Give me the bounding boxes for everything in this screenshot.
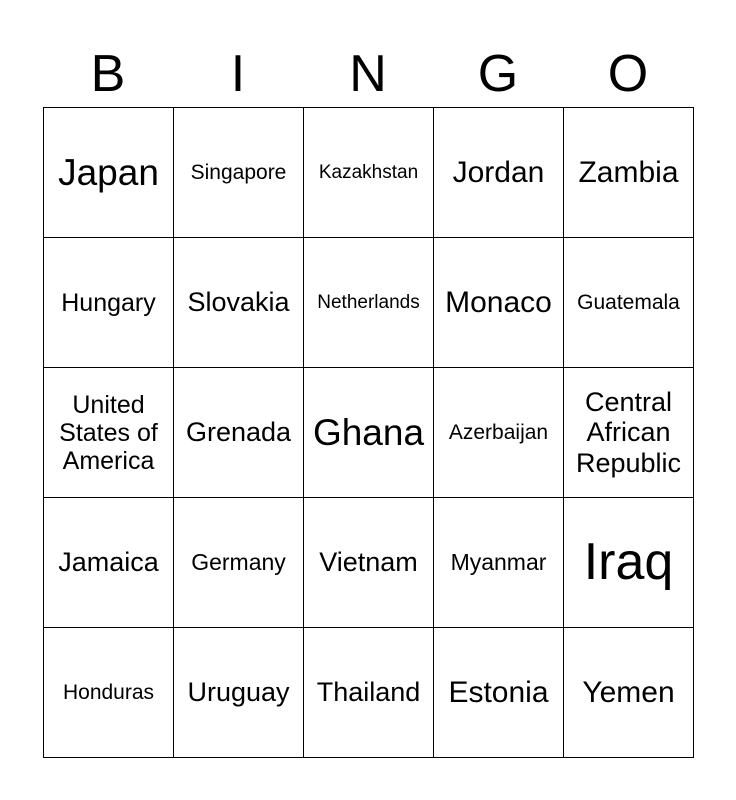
cell-label: Grenada	[185, 417, 292, 448]
bingo-board	[43, 107, 694, 758]
cell-label: Singapore	[190, 160, 287, 184]
bingo-cell[interactable]	[174, 628, 304, 758]
bingo-header	[43, 40, 693, 108]
header-letter-o: O	[607, 45, 649, 103]
bingo-cell[interactable]	[304, 238, 434, 368]
bingo-cell[interactable]	[564, 108, 694, 238]
header-letter-n: N	[349, 45, 387, 103]
header-letter-i: I	[230, 45, 246, 103]
cell-label: Jordan	[452, 155, 545, 189]
cell-label: Japan	[58, 151, 159, 193]
bingo-cell[interactable]	[564, 368, 694, 498]
bingo-cell[interactable]	[174, 498, 304, 628]
bingo-cell[interactable]	[44, 238, 174, 368]
bingo-cell[interactable]	[44, 108, 174, 238]
bingo-cell[interactable]	[174, 108, 304, 238]
bingo-cell[interactable]	[304, 628, 434, 758]
bingo-cell[interactable]	[434, 368, 564, 498]
bingo-cell[interactable]	[434, 238, 564, 368]
cell-label: Ghana	[312, 411, 425, 453]
bingo-cell[interactable]	[304, 498, 434, 628]
bingo-cell[interactable]	[434, 108, 564, 238]
cell-label: Guatemala	[577, 290, 680, 314]
cell-label: Honduras	[62, 680, 155, 704]
cell-label: Azerbaijan	[448, 420, 549, 444]
cell-label: Jamaica	[58, 547, 159, 578]
bingo-cell[interactable]	[44, 368, 174, 498]
bingo-cell[interactable]	[564, 498, 694, 628]
cell-label: Zambia	[578, 155, 679, 189]
cell-label: Central African Republic	[575, 387, 682, 478]
cell-label: Iraq	[583, 533, 674, 592]
cell-label: Kazakhstan	[318, 161, 419, 183]
header-letter-b: B	[90, 45, 126, 103]
cell-label: Estonia	[448, 675, 549, 709]
cell-label: Myanmar	[450, 548, 547, 575]
bingo-cell[interactable]	[44, 628, 174, 758]
cell-label: United States of America	[59, 390, 158, 475]
bingo-cell[interactable]	[564, 628, 694, 758]
bingo-cell[interactable]	[434, 628, 564, 758]
cell-label: Slovakia	[187, 287, 290, 318]
bingo-cell[interactable]	[564, 238, 694, 368]
bingo-cell[interactable]	[304, 108, 434, 238]
bingo-cell[interactable]	[304, 368, 434, 498]
cell-label: Netherlands	[317, 291, 420, 313]
header-letter-g: G	[477, 45, 519, 103]
cell-label: Uruguay	[187, 677, 290, 708]
cell-label: Thailand	[316, 677, 421, 708]
cell-label: Yemen	[582, 675, 675, 709]
cell-label: Vietnam	[319, 547, 418, 578]
bingo-cell[interactable]	[174, 368, 304, 498]
cell-label: Monaco	[445, 285, 552, 319]
bingo-cell[interactable]	[174, 238, 304, 368]
cell-label: Hungary	[61, 288, 156, 317]
bingo-cell[interactable]	[44, 498, 174, 628]
cell-label: Germany	[191, 548, 286, 575]
bingo-cell[interactable]	[434, 498, 564, 628]
